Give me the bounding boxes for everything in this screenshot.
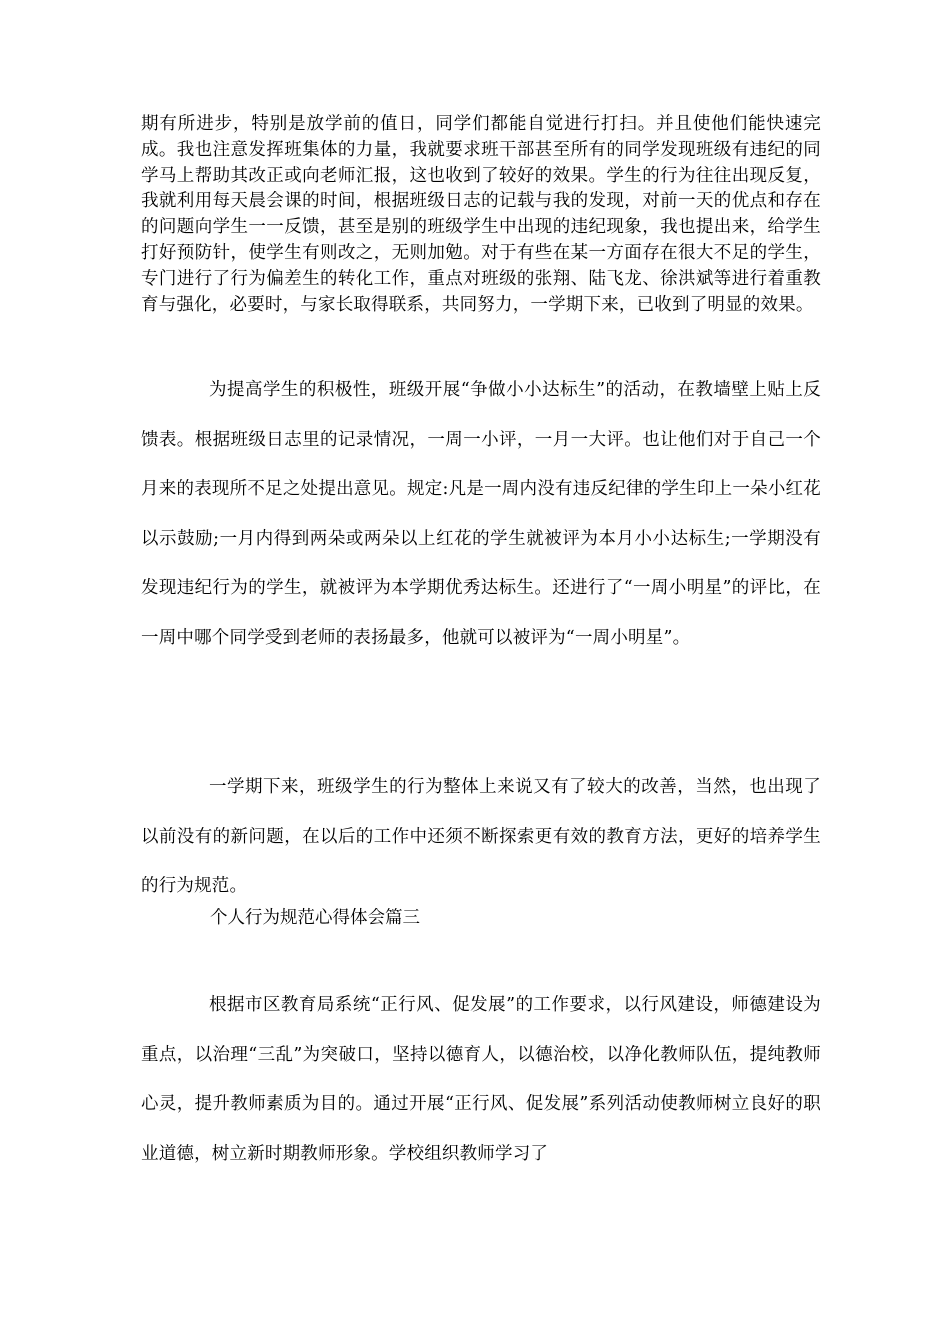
section-heading: 个人行为规范心得体会篇三 bbox=[210, 908, 420, 928]
paragraph-teacher-ethics: 根据市区教育局系统“正行风、促发展”的工作要求，以行风建设，师德建设为重点，以治理“三乱”为突破口，坚持以德育人，以德治校，以净化教师队伍，提纯教师心灵，提升教师素质为目的。通过开展“正行风、促发展”系列活动使教师树立良好的职业道德，树立新时期教师形象。学校组织教师学习了 bbox=[141, 995, 821, 1164]
paragraph-standard-student-activity: 为提高学生的积极性，班级开展“争做小小达标生”的活动，在教墙壁上贴上反馈表。根据班级日志里的记录情况，一周一小评，一月一大评。也让他们对于自己一个月来的表现所不足之处提出意见。规定:凡是一周内没有违反纪律的学生印上一朵小红花以示鼓励;一月内得到两朵或两朵以上红花的学生就被评为本月小小达标生;一学期没有发现违纪行为的学生，就被评为本学期优秀达标生。还进行了“一周小明星”的评比，在一周中哪个同学受到老师的表扬最多，他就可以被评为“一周小明星”。 bbox=[141, 380, 821, 648]
paragraph-semester-summary: 一学期下来，班级学生的行为整体上来说又有了较大的改善，当然，也出现了以前没有的新问题，在以后的工作中还须不断探索更有效的教育方法，更好的培养学生的行为规范。 bbox=[141, 777, 821, 896]
paragraph-behavior-management: 期有所进步，特别是放学前的值日，同学们都能自觉进行打扫。并且使他们能快速完成。我也注意发挥班集体的力量，我就要求班干部甚至所有的同学发现班级有违纪的同学马上帮助其改正或向老师汇报，这也收到了较好的效果。学生的行为往往出现反复，我就利用每天晨会课的时间，根据班级日志的记载与我的发现，对前一天的优点和存在的问题向学生一一反馈，甚至是别的班级学生中出现的违纪现象，我也提出来，给学生打好预防针，使学生有则改之，无则加勉。对于有些在某一方面存在很大不足的学生，专门进行了行为偏差生的转化工作，重点对班级的张翔、陆飞龙、徐洪斌等进行着重教育与强化，必要时，与家长取得联系，共同努力，一学期下来，已收到了明显的效果。 bbox=[141, 114, 821, 315]
